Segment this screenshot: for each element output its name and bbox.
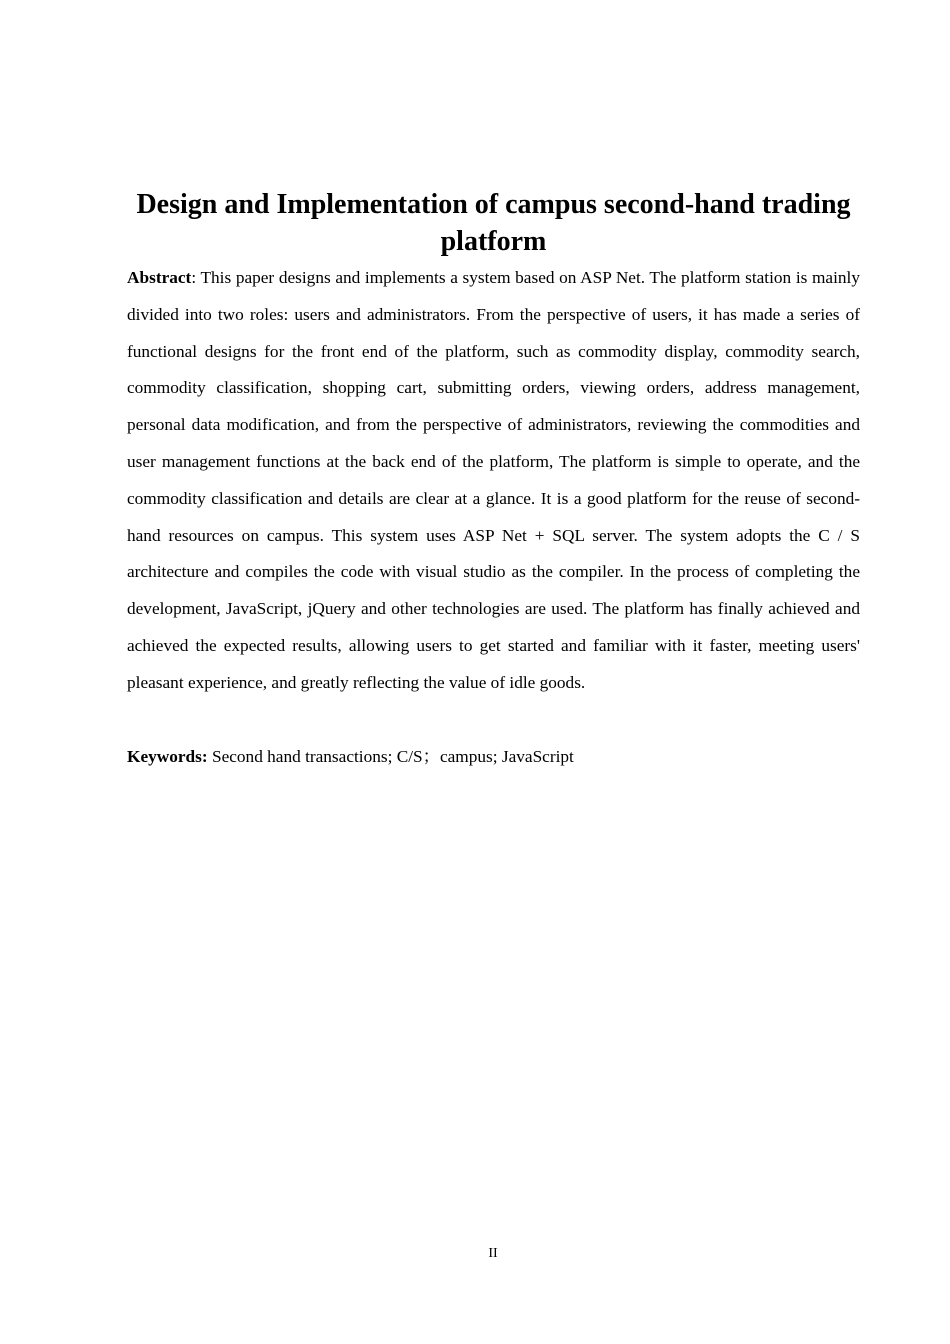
- abstract-text: : This paper designs and implements a system based on ASP Net. The platform station is mainly divided into two roles: users and administrators. From the perspective of users, it has made a series of functional designs for the front end of the platform, such as commodity display, commodity search, commodity classification, shopping cart, submitting orders, viewing orders, address management, personal data modification, and from the perspective of administrators, reviewing the commodities and user management functions at the back end of the platform, The platform is simple to operate, and the commodity classification and details are clear at a glance. It is a good platform for the reuse of second-hand resources on campus. This system uses ASP Net + SQL server. The system adopts the C / S architecture and compiles the code with visual studio as the compiler. In the process of completing the development, JavaScript, jQuery and other technologies are used. The platform has finally achieved and achieved the expected results, allowing users to get started and familiar with it faster, meeting users' pleasant experience, and greatly reflecting the value of idle goods.: [127, 268, 860, 692]
- keywords-text: Second hand transactions; C/S；campus; JavaScript: [207, 746, 574, 766]
- abstract-paragraph: [127, 260, 860, 702]
- keywords-paragraph: [127, 739, 860, 776]
- keywords-label: Keywords:: [127, 746, 208, 766]
- page-number: II: [488, 1246, 498, 1261]
- page-content: [127, 186, 860, 775]
- abstract-label: Abstract: [127, 268, 192, 287]
- document-title: Design and Implementation of campus second-hand trading platform: [136, 189, 851, 257]
